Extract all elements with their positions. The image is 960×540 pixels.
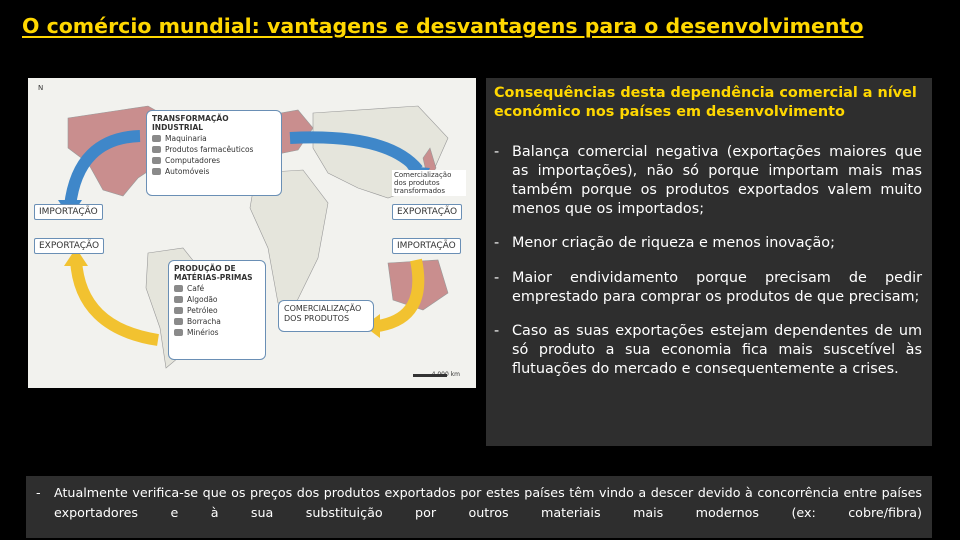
consequence-item: - Maior endividamento porque precisam de pedir emprestado para comprar os produtos de que precisam;	[494, 270, 922, 305]
consequence-item: - Menor criação de riqueza e menos inovação;	[494, 235, 835, 252]
transformation-box	[146, 110, 282, 196]
car-icon	[152, 168, 161, 175]
transformation-heading: TRANSFORMAÇÃO INDUSTRIAL	[152, 114, 229, 132]
export-tag-right: EXPORTAÇÃO	[392, 204, 462, 220]
raw-material-item: Café	[174, 284, 260, 293]
raw-material-item: Algodão	[174, 295, 260, 304]
footer-note	[26, 476, 932, 538]
machinery-icon	[152, 135, 161, 142]
raw-material-item: Petróleo	[174, 306, 260, 315]
commercialization-box: COMERCIALIZAÇÃO DOS PRODUTOS	[278, 300, 374, 332]
scale-label: 4 000 km	[431, 371, 460, 378]
pharmaceuticals-icon	[152, 146, 161, 153]
coffee-icon	[174, 285, 183, 292]
raw-materials-box	[168, 260, 266, 360]
export-tag-left: EXPORTAÇÃO	[34, 238, 104, 254]
footer-text: Atualmente verifica-se que os preços dos produtos exportados por estes países têm vindo a descer devido à concorrência entre países exportadores e à sua substituição por outros materiais mais modernos (ex: cobre/fibra)	[54, 485, 922, 521]
north-indicator: N	[38, 84, 44, 92]
import-tag-left: IMPORTAÇÃO	[34, 204, 103, 220]
consequence-item: - Balança comercial negativa (exportações maiores que as importações), não só porque importam mais mas também porque os produtos exportados valem muito menos que os importados;	[494, 144, 922, 217]
rubber-icon	[174, 318, 183, 325]
transformation-item: Computadores	[152, 156, 276, 165]
raw-material-item: Borracha	[174, 317, 260, 326]
consequences-list	[494, 143, 922, 378]
minerals-icon	[174, 329, 183, 336]
slide-title: O comércio mundial: vantagens e desvantagens para o desenvolvimento	[22, 14, 864, 38]
import-tag-right: IMPORTAÇÃO	[392, 238, 461, 254]
transformation-item: Produtos farmacêuticos	[152, 145, 276, 154]
oil-icon	[174, 307, 183, 314]
cotton-icon	[174, 296, 183, 303]
consequence-item: - Caso as suas exportações estejam dependentes de um só produto a sua economia fica mais suscetível às flutuações do mercado e consequentemente a crises.	[494, 323, 922, 377]
transformation-item: Maquinaria	[152, 134, 276, 143]
panel-heading: Consequências desta dependência comercial a nível económico nos países em desenvolvimento	[494, 85, 917, 120]
transformation-item: Automóveis	[152, 167, 276, 176]
yellow-arrow-left	[76, 260, 158, 340]
footer-dash: -	[36, 485, 41, 500]
commercialization-note: Comercialização dos produtos transformados	[392, 170, 466, 196]
consequences-panel	[486, 78, 932, 446]
raw-materials-heading: PRODUÇÃO DE MATÉRIAS-PRIMAS	[174, 264, 253, 282]
world-trade-map	[28, 78, 476, 388]
computer-icon	[152, 157, 161, 164]
raw-material-item: Minérios	[174, 328, 260, 337]
